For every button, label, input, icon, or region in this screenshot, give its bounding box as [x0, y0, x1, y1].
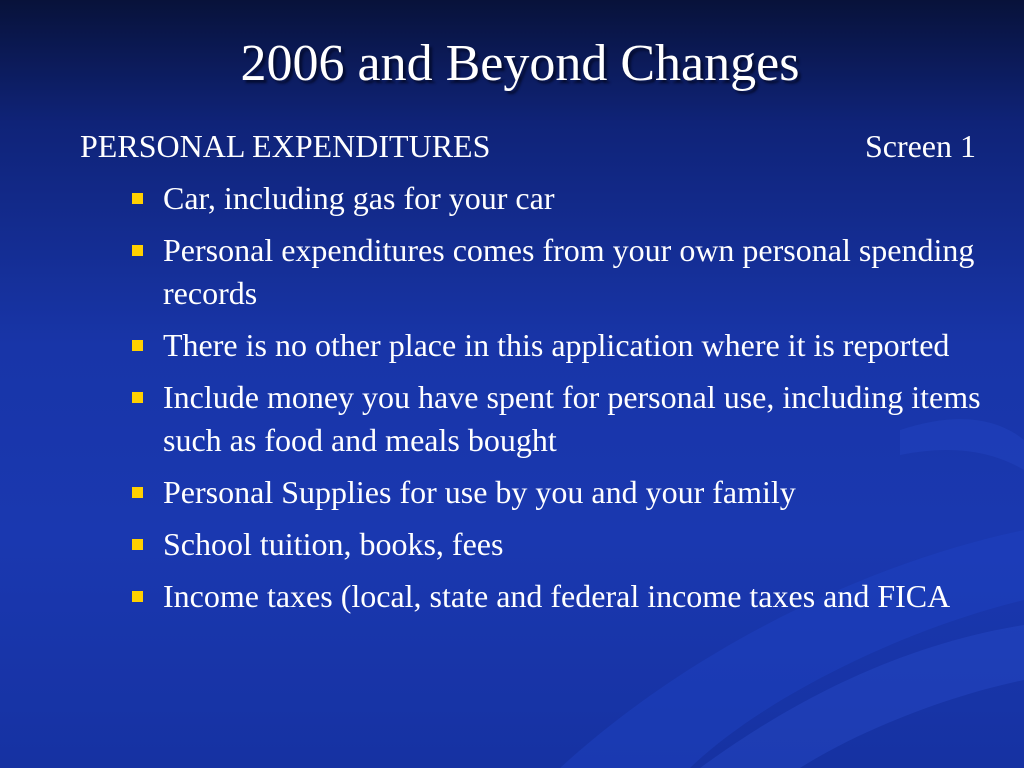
slide-title: 2006 and Beyond Changes [240, 35, 800, 92]
section-header [80, 124, 976, 168]
square-bullet-icon [132, 539, 143, 550]
screen-label: Screen 1 [864, 128, 976, 164]
bullet-item [130, 376, 990, 462]
bullet-text: Car, including gas for your car [163, 180, 555, 216]
bullet-text: Income taxes (local, state and federal income taxes and FICA [163, 578, 951, 614]
bullet-text: Include money you have spent for personal use, including items such as food and meals bought [163, 379, 981, 458]
bullet-item [130, 229, 990, 315]
bullet-item [130, 523, 990, 566]
bullet-text: There is no other place in this application where it is reported [163, 327, 950, 363]
square-bullet-icon [132, 591, 143, 602]
square-bullet-icon [132, 340, 143, 351]
square-bullet-icon [132, 392, 143, 403]
bullet-list [130, 177, 990, 627]
bullet-item [130, 575, 990, 618]
square-bullet-icon [132, 193, 143, 204]
bullet-item [130, 177, 990, 220]
bullet-text: School tuition, books, fees [163, 526, 504, 562]
bullet-item [130, 324, 990, 367]
square-bullet-icon [132, 487, 143, 498]
square-bullet-icon [132, 245, 143, 256]
bullet-text: Personal expenditures comes from your own personal spending records [163, 232, 975, 311]
section-label: PERSONAL EXPENDITURES [80, 128, 491, 164]
bullet-item [130, 471, 990, 514]
bullet-text: Personal Supplies for use by you and your family [163, 474, 796, 510]
